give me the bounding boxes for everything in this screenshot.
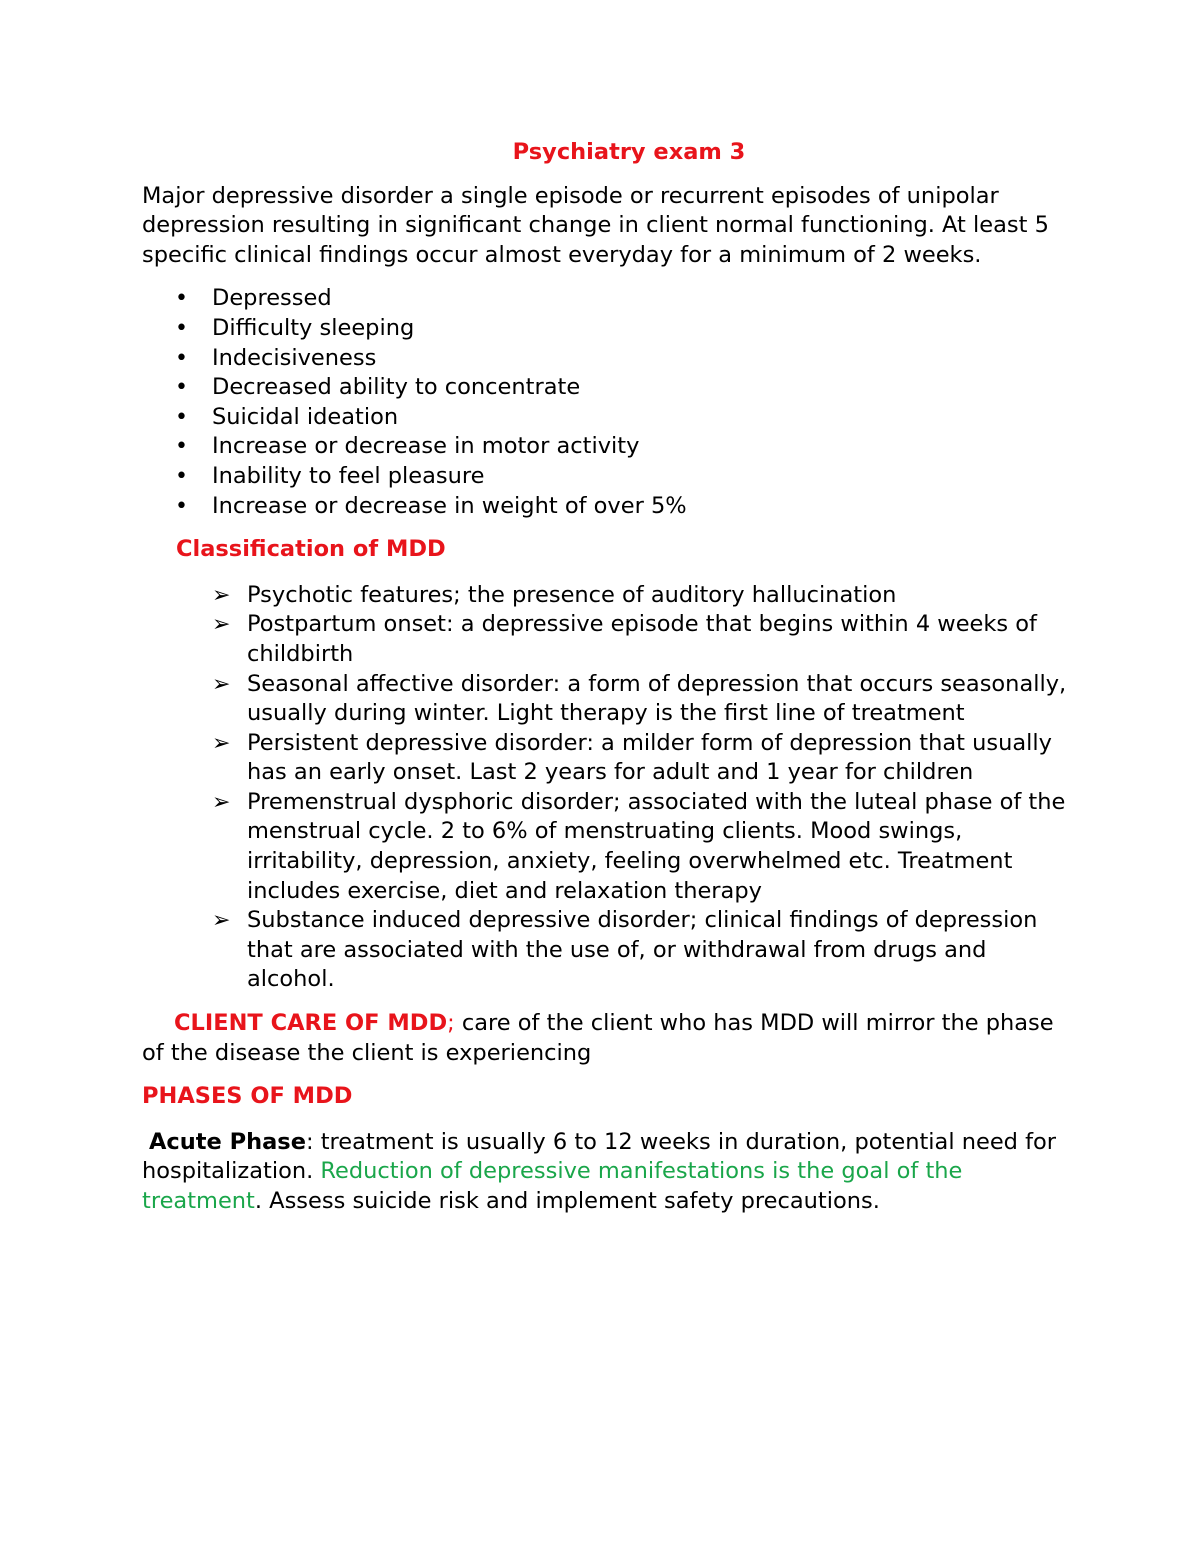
- list-item: [142, 906, 1072, 995]
- list-item: [142, 403, 1072, 433]
- list-item-text: Seasonal affective disorder: a form of depression that occurs seasonally, usually during winter. Light therapy is the first line of treatment: [247, 670, 1067, 727]
- document-page: [142, 138, 1072, 1217]
- list-item: [142, 788, 1072, 906]
- clinical-findings-list: [142, 284, 1072, 521]
- bullet-icon: •: [175, 463, 188, 489]
- list-item-text: Suicidal ideation: [212, 403, 399, 430]
- arrow-bullet-icon: ➢: [212, 789, 231, 815]
- list-item-text: Inability to feel pleasure: [212, 462, 485, 489]
- acute-phase-paragraph: [142, 1128, 1072, 1217]
- bullet-icon: •: [175, 375, 188, 401]
- list-item-text: Premenstrual dysphoric disorder; associated with the luteal phase of the menstrual cycle. 2 to 6% of menstruating clients. Mood swings, irritability, depression, anxiety, feeling overwhelmed etc. Treatment includes exercise, diet and relaxation therapy: [247, 788, 1066, 904]
- list-item-text: Persistent depressive disorder: a milder form of depression that usually has an early onset. Last 2 years for adult and 1 year for children: [247, 729, 1052, 786]
- bullet-icon: •: [175, 315, 188, 341]
- bullet-icon: •: [175, 434, 188, 460]
- bullet-icon: •: [175, 286, 188, 312]
- list-item: [142, 432, 1072, 462]
- acute-phase-text: : treatment is usually 6 to 12 weeks in duration, potential need for hospitalization.: [142, 1128, 1057, 1185]
- arrow-bullet-icon: ➢: [212, 612, 231, 638]
- list-item: [142, 373, 1072, 403]
- classification-heading: Classification of MDD: [176, 536, 446, 563]
- list-item: [142, 344, 1072, 374]
- classification-list: [142, 581, 1072, 995]
- list-item-text: Decreased ability to concentrate: [212, 374, 581, 401]
- intro-paragraph: Major depressive disorder a single episode or recurrent episodes of unipolar depression resulting in significant change in client normal functioning. At least 5 specific clinical findings occur almost everyday for a minimum of 2 weeks.: [142, 182, 1049, 268]
- list-item: [142, 492, 1072, 522]
- list-item-text: Increase or decrease in motor activity: [212, 433, 640, 460]
- list-item: [142, 314, 1072, 344]
- page-title: Psychiatry exam 3: [512, 139, 746, 165]
- arrow-bullet-icon: ➢: [212, 671, 231, 697]
- phases-heading: PHASES OF MDD: [142, 1083, 353, 1110]
- list-item-text: Increase or decrease in weight of over 5%: [212, 492, 687, 519]
- list-item: [142, 729, 1072, 788]
- acute-phase-text-end: . Assess suicide risk and implement safety precautions.: [254, 1188, 880, 1214]
- acute-phase-goal: Reduction of depressive manifestations is the goal of the treatment: [142, 1158, 963, 1214]
- bullet-icon: •: [175, 404, 188, 430]
- list-item: [142, 610, 1072, 669]
- bullet-icon: •: [175, 345, 188, 371]
- arrow-bullet-icon: ➢: [212, 730, 231, 756]
- list-item-text: Substance induced depressive disorder; clinical findings of depression that are associated with the use of, or withdrawal from drugs and alcohol.: [247, 907, 1038, 993]
- list-item: [142, 462, 1072, 492]
- client-care-separator: ;: [447, 1010, 455, 1037]
- list-item-text: Difficulty sleeping: [212, 314, 415, 341]
- arrow-bullet-icon: ➢: [212, 582, 231, 608]
- list-item: [142, 670, 1072, 729]
- list-item-text: Psychotic features; the presence of auditory hallucination: [247, 581, 897, 608]
- client-care-heading: CLIENT CARE OF MDD: [174, 1010, 448, 1037]
- acute-phase-label: Acute Phase: [149, 1128, 306, 1155]
- list-item-text: Depressed: [212, 285, 332, 312]
- bullet-icon: •: [175, 493, 188, 519]
- list-item-text: Postpartum onset: a depressive episode that begins within 4 weeks of childbirth: [247, 611, 1037, 667]
- client-care-text: care of the client who has MDD will mirror the phase of the disease the client is experiencing: [142, 1010, 1054, 1066]
- list-item: [142, 581, 1072, 611]
- client-care-paragraph: [142, 1009, 1072, 1068]
- list-item: [142, 284, 1072, 314]
- list-item-text: Indecisiveness: [212, 344, 377, 371]
- arrow-bullet-icon: ➢: [212, 908, 231, 934]
